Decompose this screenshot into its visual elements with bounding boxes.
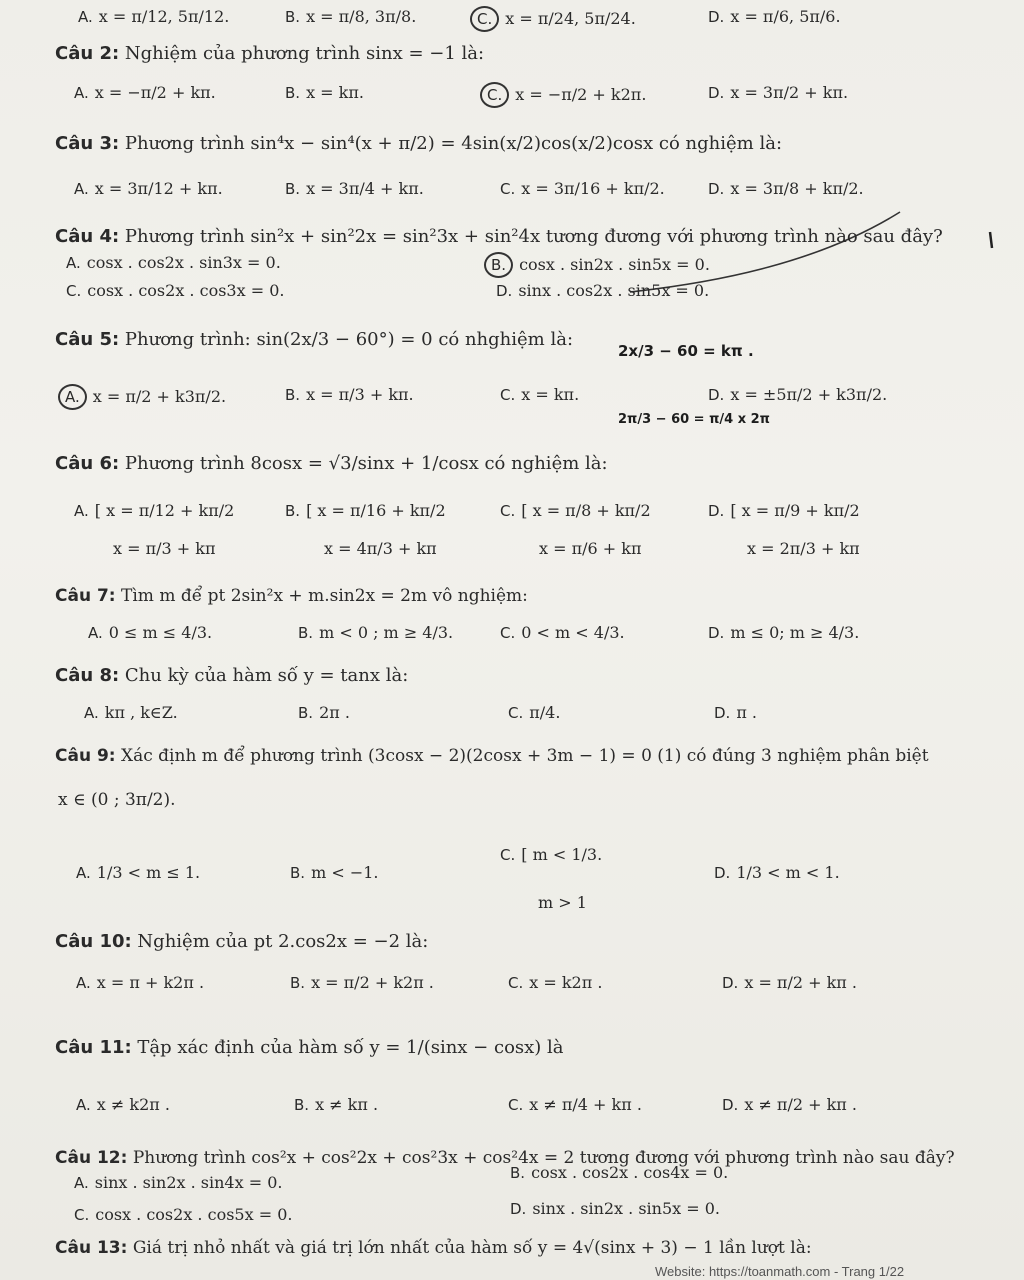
q1-option-d[interactable]: D. x = π/6, 5π/6. — [708, 7, 841, 26]
q1-option-b[interactable]: B. x = π/8, 3π/8. — [285, 7, 417, 26]
q6-option-b-line2: x = 4π/3 + kπ — [324, 539, 437, 558]
q10-option-b[interactable]: B. x = π/2 + k2π . — [290, 973, 434, 992]
q8-option-d[interactable]: D. π . — [714, 703, 758, 722]
q3-option-a[interactable]: A. x = 3π/12 + kπ. — [74, 179, 223, 198]
handwriting-note-1: 2x/3 − 60 = kπ . — [618, 342, 754, 360]
q9-option-c-line2: m > 1 — [538, 893, 587, 912]
q9-option-d[interactable]: D. 1/3 < m < 1. — [714, 863, 840, 882]
q4-option-a[interactable]: A. cosx . cos2x . sin3x = 0. — [66, 253, 281, 272]
q12-option-b[interactable]: B. cosx . cos2x . cos4x = 0. — [510, 1163, 729, 1182]
q11-option-a[interactable]: A. x ≠ k2π . — [76, 1095, 170, 1114]
q4-option-d[interactable]: D. sinx . cos2x . sin5x = 0. — [496, 281, 710, 300]
q3-option-b[interactable]: B. x = 3π/4 + kπ. — [285, 179, 424, 198]
q12-stem: Câu 12: Phương trình cos²x + cos²2x + cos²3x + cos²4x = 2 tương đương với phương trình nào sau đây? — [55, 1148, 955, 1168]
page-footer: Website: https://toanmath.com - Trang 1/22 — [655, 1264, 905, 1279]
q2-option-a[interactable]: A. x = −π/2 + kπ. — [74, 83, 216, 102]
q8-option-c[interactable]: C. π/4. — [508, 703, 561, 722]
q13-stem: Câu 13: Giá trị nhỏ nhất và giá trị lớn nhất của hàm số y = 4√(sinx + 3) − 1 lần lượt là: — [55, 1238, 812, 1258]
q11-option-b[interactable]: B. x ≠ kπ . — [294, 1095, 379, 1114]
q5-option-b[interactable]: B. x = π/3 + kπ. — [285, 385, 414, 404]
q2-option-d[interactable]: D. x = 3π/2 + kπ. — [708, 83, 849, 102]
q1-option-a[interactable]: A. x = π/12, 5π/12. — [78, 7, 230, 26]
handwriting-note-2: 2π/3 − 60 = π/4 x 2π — [618, 412, 770, 427]
q8-stem: Câu 8: Chu kỳ của hàm số y = tanx là: — [55, 665, 409, 686]
q11-stem: Câu 11: Tập xác định của hàm số y = 1/(sinx − cosx) là — [55, 1037, 564, 1058]
q6-option-d-line2: x = 2π/3 + kπ — [747, 539, 860, 558]
q5-option-c[interactable]: C. x = kπ. — [500, 385, 580, 404]
q4-stem: Câu 4: Phương trình sin²x + sin²2x = sin²3x + sin²4x tương đương với phương trình nào sau đây? — [55, 226, 943, 247]
q9-option-b[interactable]: B. m < −1. — [290, 863, 379, 882]
q9-domain: x ∈ (0 ; 3π/2). — [58, 790, 176, 810]
q7-option-d[interactable]: D. m ≤ 0; m ≥ 4/3. — [708, 623, 860, 642]
q6-option-b-line1[interactable]: B. [ x = π/16 + kπ/2 — [285, 501, 446, 520]
q3-stem: Câu 3: Phương trình sin⁴x − sin⁴(x + π/2) = 4sin(x/2)cos(x/2)cosx có nghiệm là: — [55, 133, 783, 154]
q9-option-c[interactable]: C. [ m < 1/3. — [500, 845, 603, 864]
q7-option-b[interactable]: B. m < 0 ; m ≥ 4/3. — [298, 623, 454, 642]
q9-stem: Câu 9: Xác định m để phương trình (3cosx − 2)(2cosx + 3m − 1) = 0 (1) có đúng 3 nghiệm phân biệt — [55, 746, 929, 766]
q11-option-d[interactable]: D. x ≠ π/2 + kπ . — [722, 1095, 857, 1114]
q6-option-d-line1[interactable]: D. [ x = π/9 + kπ/2 — [708, 501, 860, 520]
q10-option-d[interactable]: D. x = π/2 + kπ . — [722, 973, 857, 992]
q5-option-a[interactable]: A. x = π/2 + k3π/2. — [58, 384, 226, 410]
q6-option-a-line1[interactable]: A. [ x = π/12 + kπ/2 — [74, 501, 235, 520]
q8-option-a[interactable]: A. kπ , k∈Z. — [84, 703, 178, 722]
q10-option-c[interactable]: C. x = k2π . — [508, 973, 603, 992]
q7-option-c[interactable]: C. 0 < m < 4/3. — [500, 623, 625, 642]
q12-option-a[interactable]: A. sinx . sin2x . sin4x = 0. — [74, 1173, 283, 1192]
q3-option-d[interactable]: D. x = 3π/8 + kπ/2. — [708, 179, 864, 198]
q4-option-c[interactable]: C. cosx . cos2x . cos3x = 0. — [66, 281, 285, 300]
q12-option-c[interactable]: C. cosx . cos2x . cos5x = 0. — [74, 1205, 293, 1224]
q10-stem: Câu 10: Nghiệm của pt 2.cos2x = −2 là: — [55, 931, 429, 952]
q2-stem: Câu 2: Nghiệm của phương trình sinx = −1 là: — [55, 43, 485, 64]
q9-option-a[interactable]: A. 1/3 < m ≤ 1. — [76, 863, 201, 882]
q2-option-c[interactable]: C. x = −π/2 + k2π. — [480, 82, 646, 108]
q6-stem: Câu 6: Phương trình 8cosx = √3/sinx + 1/cosx có nghiệm là: — [55, 453, 608, 474]
q6-option-a-line2: x = π/3 + kπ — [113, 539, 216, 558]
q5-stem: Câu 5: Phương trình: sin(2x/3 − 60°) = 0 có nhghiệm là: — [55, 329, 574, 350]
q11-option-c[interactable]: C. x ≠ π/4 + kπ . — [508, 1095, 642, 1114]
q4-option-b[interactable]: B. cosx . sin2x . sin5x = 0. — [484, 252, 710, 278]
q2-option-b[interactable]: B. x = kπ. — [285, 83, 364, 102]
q7-option-a[interactable]: A. 0 ≤ m ≤ 4/3. — [88, 623, 213, 642]
q12-option-d[interactable]: D. sinx . sin2x . sin5x = 0. — [510, 1199, 721, 1218]
q6-option-c-line1[interactable]: C. [ x = π/8 + kπ/2 — [500, 501, 651, 520]
q10-option-a[interactable]: A. x = π + k2π . — [76, 973, 205, 992]
q1-option-c[interactable]: C. x = π/24, 5π/24. — [470, 6, 636, 32]
q7-stem: Câu 7: Tìm m để pt 2sin²x + m.sin2x = 2m vô nghiệm: — [55, 586, 528, 606]
q6-option-c-line2: x = π/6 + kπ — [539, 539, 642, 558]
q5-option-d[interactable]: D. x = ±5π/2 + k3π/2. — [708, 385, 888, 404]
q3-option-c[interactable]: C. x = 3π/16 + kπ/2. — [500, 179, 665, 198]
q8-option-b[interactable]: B. 2π . — [298, 703, 350, 722]
